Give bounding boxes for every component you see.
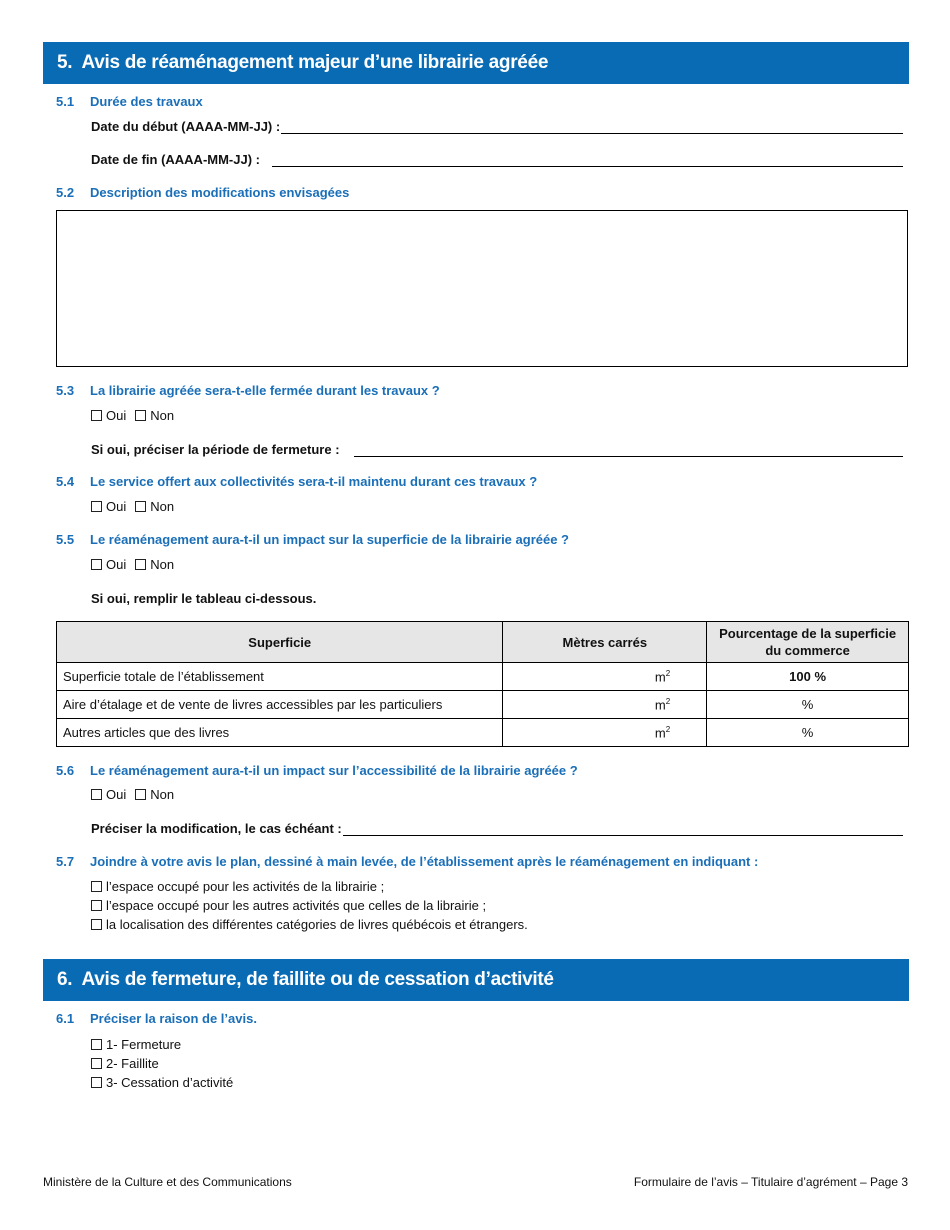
option-no[interactable] <box>135 408 174 423</box>
question-number: 5.2 <box>56 185 75 200</box>
option-label: Non <box>150 787 175 802</box>
question-5-6-options <box>91 787 183 802</box>
accessibility-change-field <box>91 821 903 836</box>
closure-period-field <box>91 442 903 457</box>
section-6-number: 6. <box>57 969 73 990</box>
question-number: 5.4 <box>56 474 75 489</box>
option-no[interactable] <box>135 499 174 514</box>
option-yes[interactable] <box>91 557 126 572</box>
option-label: Oui <box>106 557 127 572</box>
question-5-5-options <box>91 557 183 572</box>
checkbox[interactable] <box>135 789 146 800</box>
unit-label: m <box>654 697 666 713</box>
option-yes[interactable] <box>91 499 126 514</box>
question-5-6 <box>56 763 578 778</box>
closure-period-input[interactable] <box>354 444 903 457</box>
question-label: Le service offert aux collectivités sera-t-il maintenu durant ces travaux ? <box>90 474 538 489</box>
question-5-3 <box>56 383 440 398</box>
option-no[interactable] <box>135 787 174 802</box>
list-item[interactable] <box>91 1054 233 1073</box>
plan-requirements-list <box>91 877 528 934</box>
end-date-input[interactable] <box>272 154 903 167</box>
square-meters-cell[interactable] <box>503 663 707 691</box>
list-item[interactable] <box>91 1073 233 1092</box>
list-item-label: l’espace occupé pour les autres activités que celles de la librairie ; <box>106 898 487 913</box>
start-date-input[interactable] <box>281 121 903 134</box>
checkbox[interactable] <box>91 559 102 570</box>
row-label: Superficie totale de l’établissement <box>57 663 503 691</box>
end-date-field <box>91 152 903 167</box>
table-row <box>57 719 909 747</box>
question-5-3-options <box>91 408 183 423</box>
square-meters-cell[interactable] <box>503 719 707 747</box>
checkbox[interactable] <box>135 501 146 512</box>
row-label: Aire d’étalage et de vente de livres accessibles par les particuliers <box>57 691 503 719</box>
question-5-5 <box>56 532 569 547</box>
question-number: 6.1 <box>56 1011 75 1026</box>
section-6-title: Avis de fermeture, de faillite ou de cessation d’activité <box>81 969 554 990</box>
question-5-4 <box>56 474 537 489</box>
question-label: Joindre à votre avis le plan, dessiné à main levée, de l’établissement après le réaménagement en indiquant : <box>90 854 759 869</box>
list-item-label: la localisation des différentes catégories de livres québécois et étrangers. <box>106 917 528 932</box>
option-label: Non <box>150 499 175 514</box>
unit-label: m <box>654 669 666 685</box>
header-surface: Superficie <box>57 622 503 663</box>
checkbox[interactable] <box>91 1058 102 1069</box>
percentage-cell[interactable]: % <box>707 719 909 747</box>
question-5-4-options <box>91 499 183 514</box>
option-yes[interactable] <box>91 408 126 423</box>
list-item[interactable] <box>91 915 528 934</box>
list-item[interactable] <box>91 877 528 896</box>
question-6-1 <box>56 1011 257 1026</box>
option-label: Oui <box>106 787 127 802</box>
question-number: 5.6 <box>56 763 75 778</box>
question-number: 5.1 <box>56 94 75 109</box>
table-row <box>57 663 909 691</box>
checkbox[interactable] <box>135 559 146 570</box>
notice-reason-list <box>91 1035 233 1092</box>
modifications-description-textarea[interactable] <box>56 210 908 367</box>
question-label: Le réaménagement aura-t-il un impact sur l’accessibilité de la librairie agréée ? <box>90 763 578 778</box>
question-label: Le réaménagement aura-t-il un impact sur la superficie de la librairie agréée ? <box>90 532 570 547</box>
table-row <box>57 691 909 719</box>
checkbox[interactable] <box>135 410 146 421</box>
question-number: 5.5 <box>56 532 75 547</box>
list-item-label: 3- Cessation d’activité <box>106 1075 234 1090</box>
header-percentage: Pourcentage de la superficie du commerce <box>707 622 909 663</box>
question-5-1 <box>56 94 203 109</box>
question-5-2 <box>56 185 349 200</box>
checkbox[interactable] <box>91 1077 102 1088</box>
unit-exponent: 2 <box>665 724 671 734</box>
question-number: 5.7 <box>56 854 75 869</box>
footer-page-info: Formulaire de l’avis – Titulaire d’agrément – Page 3 <box>633 1175 908 1189</box>
surface-table <box>56 621 909 747</box>
table-header-row <box>57 622 909 663</box>
option-label: Non <box>150 408 175 423</box>
list-item[interactable] <box>91 896 528 915</box>
list-item-label: 2- Faillite <box>106 1056 159 1071</box>
section-5-header <box>43 42 909 84</box>
option-label: Oui <box>106 408 127 423</box>
row-label: Autres articles que des livres <box>57 719 503 747</box>
percentage-cell[interactable]: % <box>707 691 909 719</box>
accessibility-change-input[interactable] <box>343 823 903 836</box>
section-5-title: Avis de réaménagement majeur d’une librairie agréée <box>81 52 549 73</box>
footer-ministry: Ministère de la Culture et des Communications <box>43 1175 292 1189</box>
section-5-number: 5. <box>57 52 73 73</box>
checkbox[interactable] <box>91 900 102 911</box>
start-date-field <box>91 119 903 134</box>
question-label: Préciser la raison de l’avis. <box>90 1011 257 1026</box>
option-no[interactable] <box>135 557 174 572</box>
closure-period-label: Si oui, préciser la période de fermeture : <box>91 442 340 457</box>
checkbox[interactable] <box>91 789 102 800</box>
list-item-label: 1- Fermeture <box>106 1037 182 1052</box>
option-yes[interactable] <box>91 787 126 802</box>
list-item[interactable] <box>91 1035 233 1054</box>
option-label: Oui <box>106 499 127 514</box>
unit-exponent: 2 <box>665 696 671 706</box>
checkbox[interactable] <box>91 1039 102 1050</box>
header-square-meters: Mètres carrés <box>503 622 707 663</box>
square-meters-cell[interactable] <box>503 691 707 719</box>
unit-label: m <box>654 725 666 741</box>
percentage-cell: 100 % <box>707 663 909 691</box>
question-label: Description des modifications envisagées <box>90 185 350 200</box>
checkbox[interactable] <box>91 410 102 421</box>
checkbox[interactable] <box>91 881 102 892</box>
table-instruction: Si oui, remplir le tableau ci-dessous. <box>91 591 317 606</box>
unit-exponent: 2 <box>665 668 671 678</box>
question-number: 5.3 <box>56 383 75 398</box>
section-6-header <box>43 959 909 1001</box>
list-item-label: l’espace occupé pour les activités de la librairie ; <box>106 879 385 894</box>
option-label: Non <box>150 557 175 572</box>
question-label: La librairie agréée sera-t-elle fermée durant les travaux ? <box>90 383 440 398</box>
end-date-label: Date de fin (AAAA-MM-JJ) : <box>91 152 260 167</box>
question-5-7 <box>56 854 758 869</box>
checkbox[interactable] <box>91 919 102 930</box>
start-date-label: Date du début (AAAA-MM-JJ) : <box>91 119 281 134</box>
question-label: Durée des travaux <box>90 94 203 109</box>
checkbox[interactable] <box>91 501 102 512</box>
accessibility-change-label: Préciser la modification, le cas échéant : <box>91 821 342 836</box>
